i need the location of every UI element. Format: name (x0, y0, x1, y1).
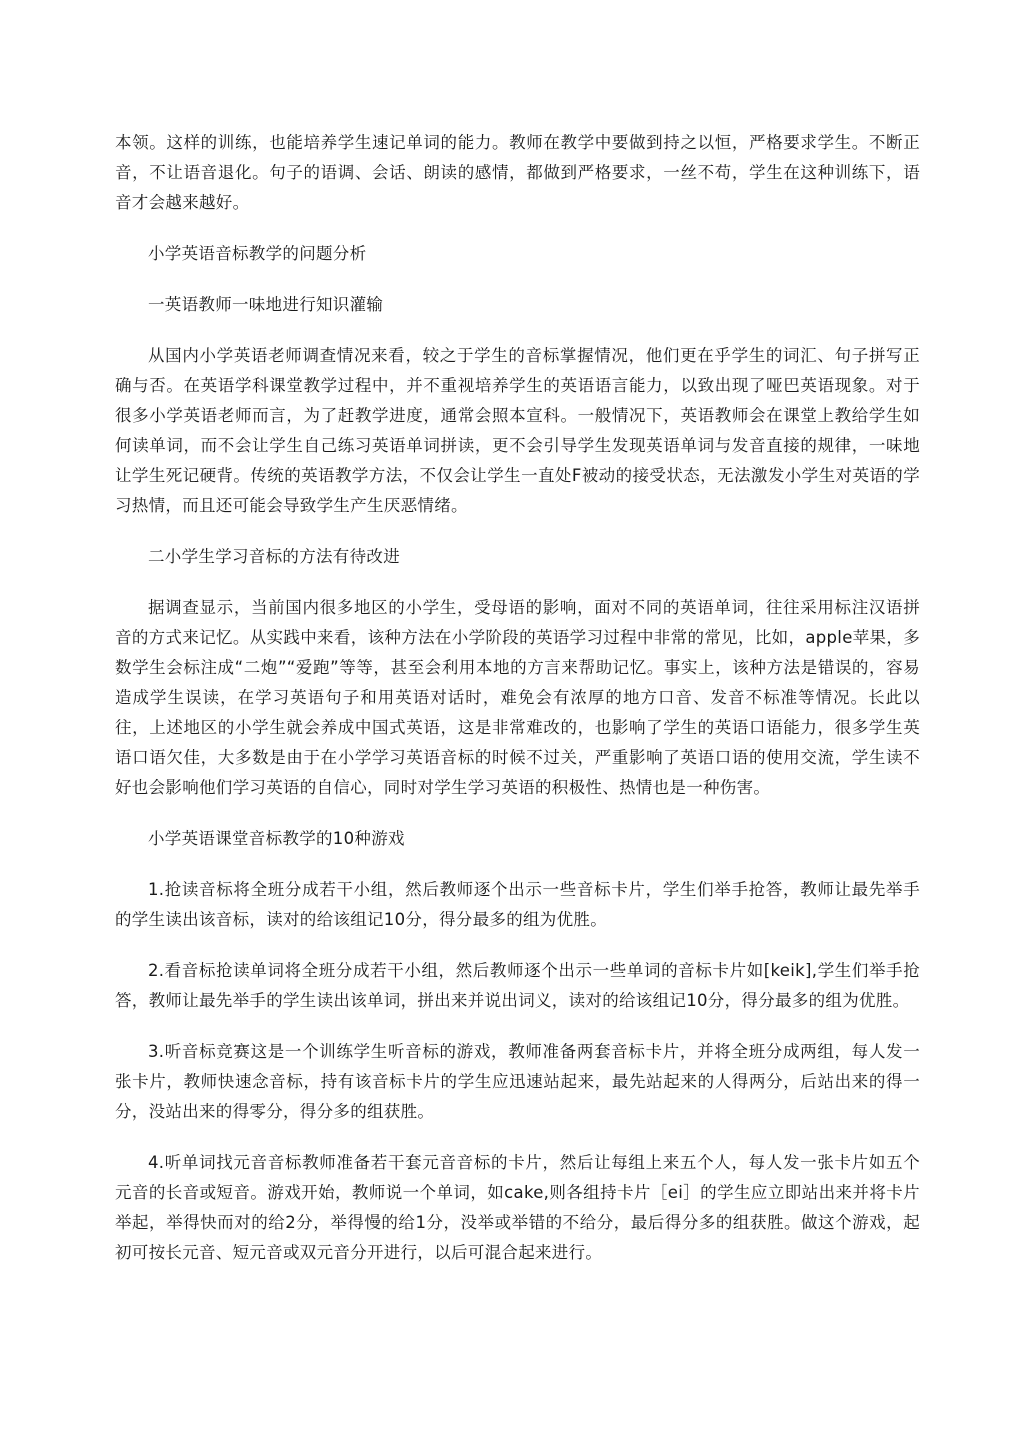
section-heading-problem-analysis: 小学英语音标教学的问题分析 (148, 244, 367, 263)
section-heading-ten-games: 小学英语课堂音标教学的10种游戏 (148, 829, 405, 848)
paragraph-student-survey: 据调查显示，当前国内很多地区的小学生，受母语的影响，面对不同的英语单词，往往采用标注汉语拼音的方式来记忆。从实践中来看，该种方法在小学阶段的英语学习过程中非常的常见，比如，apple苹果，多数学生会标注成“二炮”“爱跑”等等，甚至会利用本地的方言来帮助记忆。事实上，该种方法是错误的，容易造成学生误读，在学习英语句子和用英语对话时，难免会有浓厚的地方口音、发音不标准等情况。长此以往，上述地区的小学生就会养成中国式英语，这是非常难改的，也影响了学生的英语口语能力，很多学生英语口语欠佳，大多数是由于在小学学习英语音标的时候不过关，严重影响了英语口语的使用交流，学生读不好也会影响他们学习英语的自信心，同时对学生学习英语的积极性、热情也是一种伤害。 (115, 598, 920, 797)
game-item-4: 4.听单词找元音音标教师准备若干套元音音标的卡片，然后让每组上来五个人，每人发一张卡片如五个元音的长音或短音。游戏开始，教师说一个单词，如cake,则各组持卡片［ei］的学生应立即站出来并将卡片举起，举得快而对的给2分，举得慢的给1分，没举或举错的不给分，最后得分多的组获胜。做这个游戏，起初可按长元音、短元音或双元音分开进行，以后可混合起来进行。 (115, 1153, 920, 1262)
subheading-teacher-indoctrination: 一英语教师一味地进行知识灌输 (148, 295, 384, 314)
game-item-3: 3.听音标竞赛这是一个训练学生听音标的游戏，教师准备两套音标卡片，并将全班分成两组，每人发一张卡片，教师快速念音标，持有该音标卡片的学生应迅速站起来，最先站起来的人得两分，后站出来的得一分，没站出来的得零分，得分多的组获胜。 (115, 1042, 920, 1121)
game-item-1: 1.抢读音标将全班分成若干小组，然后教师逐个出示一些音标卡片，学生们举手抢答，教师让最先举手的学生读出该音标，读对的给该组记10分，得分最多的组为优胜。 (115, 880, 920, 929)
game-item-2: 2.看音标抢读单词将全班分成若干小组，然后教师逐个出示一些单词的音标卡片如[keik],学生们举手抢答，教师让最先举手的学生读出该单词，拼出来并说出词义，读对的给该组记10分，得分最多的组为优胜。 (115, 961, 920, 1010)
document-body (115, 128, 920, 1268)
paragraph-teacher-survey: 从国内小学英语老师调查情况来看，较之于学生的音标掌握情况，他们更在乎学生的词汇、句子拼写正确与否。在英语学科课堂教学过程中，并不重视培养学生的英语语言能力，以致出现了哑巴英语现象。对于很多小学英语老师而言，为了赶教学进度，通常会照本宣科。一般情况下，英语教师会在课堂上教给学生如何读单词，而不会让学生自己练习英语单词拼读，更不会引导学生发现英语单词与发音直接的规律，一味地让学生死记硬背。传统的英语教学方法，不仅会让学生一直处F被动的接受状态，无法激发小学生对英语的学习热情，而且还可能会导致学生产生厌恶情绪。 (115, 346, 920, 515)
subheading-student-methods: 二小学生学习音标的方法有待改进 (148, 547, 400, 566)
paragraph-continuation: 本领。这样的训练，也能培养学生速记单词的能力。教师在教学中要做到持之以恒，严格要求学生。不断正音，不让语音退化。句子的语调、会话、朗读的感情，都做到严格要求，一丝不苟，学生在这种训练下，语音才会越来越好。 (115, 133, 920, 212)
